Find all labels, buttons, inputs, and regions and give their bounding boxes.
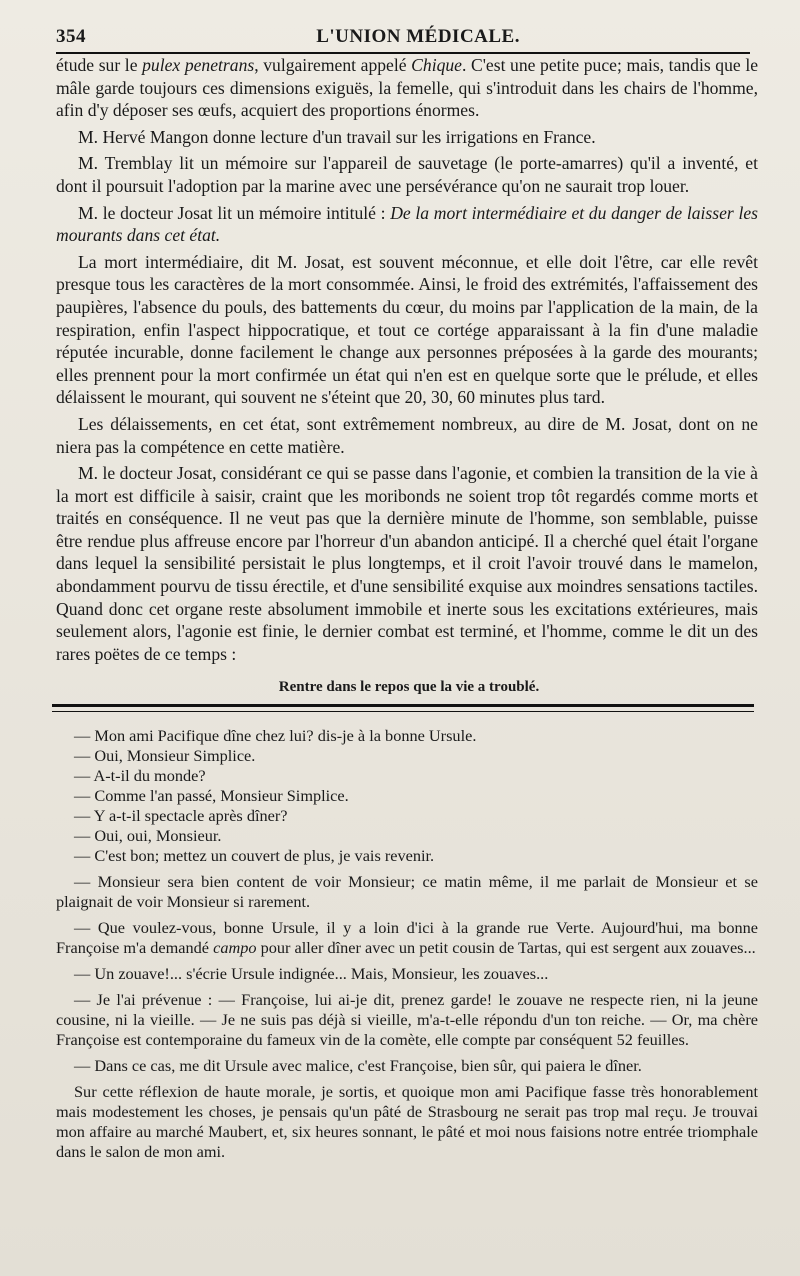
article-body: [56, 54, 758, 665]
italic-text: Chique: [411, 55, 462, 75]
text-run: — Monsieur sera bien content de voir Monsieur; ce matin même, il me parlait de Monsieur et se plaignait de voir Monsieur si rarement.: [56, 872, 758, 912]
running-head: [56, 26, 750, 54]
italic-text: campo: [213, 938, 257, 958]
poem-quote: Rentre dans le repos que la vie a troublé.: [278, 679, 540, 696]
text-run: — Que voulez-vous, bonne Ursule, il y a loin d'ici à la grande rue Verte. Aujourd'hui, ma bonne Françoise m'a demandé: [56, 918, 758, 958]
dialogue-line: [56, 964, 758, 984]
paragraph: [56, 462, 758, 665]
dialogue-line: [56, 1082, 758, 1162]
dialogue-line: [56, 1056, 758, 1076]
italic-text: pulex penetrans: [142, 55, 255, 75]
dialogue-line: [56, 918, 758, 958]
text-run: La mort intermédiaire, dit M. Josat, est souvent méconnue, et elle doit l'être, car elle revêt presque tous les caractères de la mort consommée. Ainsi, le froid des extrémités, l'affaissement des paupières, l'absence du pouls, des battements du cœur, du moins par l'application de la main, de la respiration, enfin l'aspect hippocratique, et tout ce cortége apparaissant à la fin d'une maladie réputée incurable, donne facilement le change aux personnes préposées à la garde des mourants; elles prennent pour la mort confirmée un état qui n'en est en quelque sorte que le prélude, et elles délaissent le mourant, qui souvent ne s'éteint que 20, 30, 60 minutes plus tard.: [56, 251, 758, 408]
text-run: — Un zouave!... s'écrie Ursule indignée... Mais, Monsieur, les zouaves...: [74, 964, 549, 984]
dialogue-line: [56, 872, 758, 912]
text-run: M. Hervé Mangon donne lecture d'un travail sur les irrigations en France.: [78, 126, 596, 147]
dialogue-line: [56, 726, 758, 746]
paragraph: [56, 251, 758, 409]
text-run: , vulgairement appelé: [254, 55, 412, 75]
text-run: — Oui, oui, Monsieur.: [74, 826, 222, 846]
paragraph: [56, 413, 758, 458]
italic-text: De la mort intermédiaire et du danger de laisser les mourants dans cet état.: [56, 202, 758, 246]
text-run: M. le docteur Josat lit un mémoire intitulé :: [78, 202, 391, 223]
text-run: — A-t-il du monde?: [74, 766, 206, 786]
paragraph: [56, 152, 758, 197]
dialogue-line: [56, 826, 758, 846]
text-run: pour aller dîner avec un petit cousin de Tartas, qui est sergent aux zouaves...: [256, 938, 756, 958]
text-run: M. Tremblay lit un mémoire sur l'appareil de sauvetage (le porte-amarres) qu'il a inventé, et dont il poursuit l'adoption par la marine avec une persévérance qu'on ne saurait trop louer.: [56, 153, 758, 196]
text-run: — Dans ce cas, me dit Ursule avec malice, c'est Françoise, bien sûr, qui paiera le dîner.: [74, 1056, 642, 1076]
text-run: — Mon ami Pacifique dîne chez lui? dis-je à la bonne Ursule.: [74, 726, 477, 746]
text-run: — C'est bon; mettez un couvert de plus, je vais revenir.: [74, 846, 435, 866]
text-run: étude sur le: [56, 55, 143, 75]
page-number: 354: [56, 26, 86, 47]
dialogue-line: [56, 990, 758, 1050]
journal-title: L'UNION MÉDICALE.: [316, 26, 520, 47]
paragraph: [56, 126, 758, 149]
dialogue-line: [56, 786, 758, 806]
dialogue-line: [56, 846, 758, 866]
text-run: — Comme l'an passé, Monsieur Simplice.: [74, 786, 349, 806]
text-run: — Oui, Monsieur Simplice.: [74, 746, 256, 766]
feuilleton-body: [56, 726, 758, 1162]
dialogue-line: [56, 746, 758, 766]
text-run: Les délaissements, en cet état, sont extrêmement nombreux, au dire de M. Josat, dont on ne niera pas la compétence en cette matière.: [56, 413, 758, 457]
text-run: . C'est une petite puce; mais, tandis que le mâle garde toujours ces dimensions exiguës, la femelle, qui s'introduit dans les chairs de l'homme, afin d'y déposer ses œufs, acquiert des proportions énormes.: [56, 55, 759, 121]
dialogue-line: [56, 806, 758, 826]
dialogue-line: [56, 766, 758, 786]
text-run: Sur cette réflexion de haute morale, je sortis, et quoique mon ami Pacifique fasse très honorablement mais modestement les choses, je pensais qu'un pâté de Strasbourg ne serait pas trop mal reçu. Je trouvai mon affaire au marché Maubert, et, six heures sonnant, le pâté et moi nous faisions notre entrée triomphale dans le salon de mon ami.: [56, 1082, 758, 1162]
paragraph: [56, 54, 758, 122]
text-run: — Y a-t-il spectacle après dîner?: [74, 806, 288, 826]
text-run: — Je l'ai prévenue : — Françoise, lui ai-je dit, prenez garde! le zouave ne respecte rien, ni la jeune cousine, ni la vieille. — Je ne suis pas déjà si vieille, m'a-t-elle répondu d'un ton reiche. — Or, ma chère Françoise est contemporaine du fameux vin de la comète, elle compte par conséquent 52 feuilles.: [56, 990, 758, 1050]
text-run: M. le docteur Josat, considérant ce qui se passe dans l'agonie, et combien la transition de la vie à la mort est difficile à saisir, craint que les moribonds ne soient trop tôt regardés comme morts et traités en conséquence. Il ne veut pas que la dernière minute de l'homme, son semblable, puisse être rendue plus affreuse encore par l'horreur d'un abandon anticipé. Il a cherché quel était l'organe dans lequel la sensibilité persistait le plus longtemps, et il croit l'avoir trouvé dans le mamelon, abondamment pourvu de tissu érectile, et d'une sensibilité exquise aux moindres sensations tactiles. Quand donc cet organe reste absolument immobile et inerte sous les excitations extérieures, mais seulement alors, l'agonie est finie, le dernier combat est terminé, et l'homme, comme le dit un des rares poëtes de ce temps :: [56, 463, 758, 664]
feuilleton-divider: [52, 704, 754, 712]
paragraph: [56, 202, 758, 247]
